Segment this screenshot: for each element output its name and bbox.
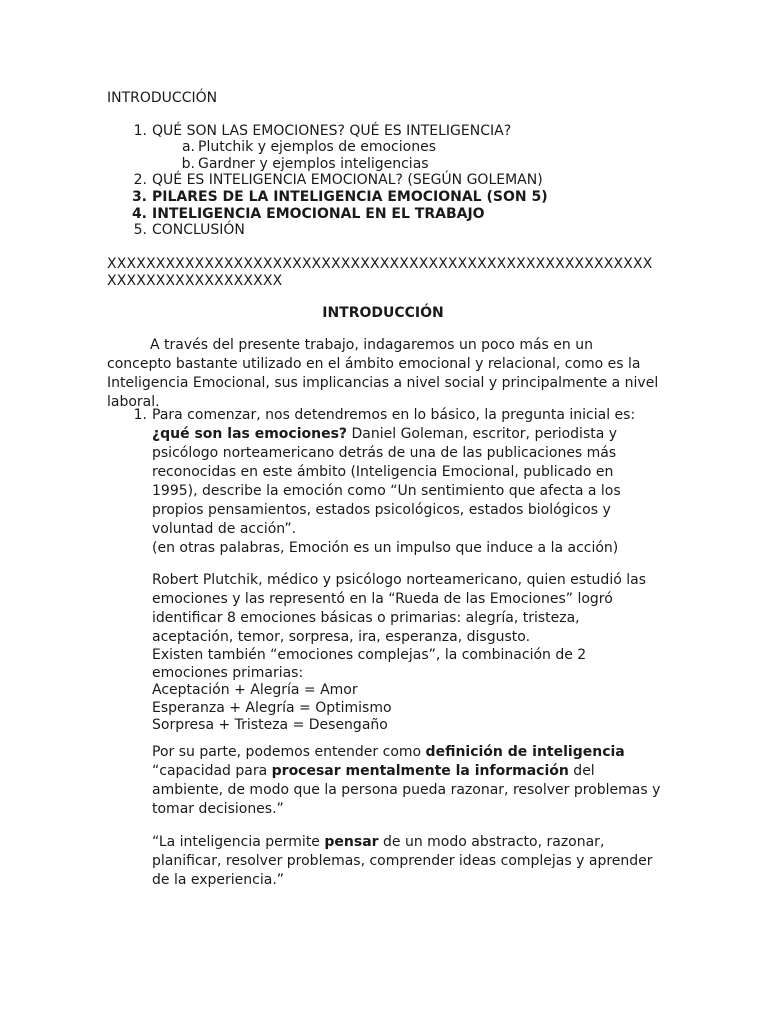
toc-item-text: CONCLUSIÓN bbox=[152, 222, 245, 238]
quote-text-a: “La inteligencia permite bbox=[152, 834, 325, 850]
emotions-question: ¿qué son las emociones? bbox=[152, 426, 348, 442]
toc-item-text: QUÉ ES INTELIGENCIA EMOCIONAL? (SEGÚN GOLEMAN) bbox=[152, 172, 543, 188]
toc-subitem-text: Gardner y ejemplos inteligencias bbox=[198, 156, 429, 172]
toc-item-number: 2. bbox=[133, 172, 147, 188]
toc-item-number: 1. bbox=[133, 123, 147, 139]
intro-paragraph: A través del presente trabajo, indagaremos un poco más en un concepto bastante utilizado en el ámbito emocional y relacional, como es la Inteligencia Emocional, sus implicancias a nivel social y principalmente a nivel laboral. bbox=[107, 337, 659, 410]
intelligence-definition-paragraph bbox=[152, 743, 662, 819]
intelligence-bold-1: definición de inteligencia bbox=[425, 744, 625, 760]
list-item-number: 1. bbox=[133, 407, 147, 423]
toc-subitem-letter: a. bbox=[181, 139, 195, 155]
emotions-note: (en otras palabras, Emoción es un impulso que induce a la acción) bbox=[152, 540, 619, 556]
combo-1: Aceptación + Alegría = Amor bbox=[152, 682, 358, 698]
toc-item-number: 3. bbox=[131, 189, 147, 205]
list-item-1-content bbox=[152, 406, 662, 558]
separator-line-1: XXXXXXXXXXXXXXXXXXXXXXXXXXXXXXXXXXXXXXXXXXXXXXXXXXXXXXXX bbox=[107, 256, 653, 272]
toc-item-number: 4. bbox=[131, 206, 147, 222]
complex-emotions-paragraph: Existen también “emociones complejas”, la combinación de 2 emociones primarias: bbox=[152, 647, 587, 681]
intelligence-quote-paragraph bbox=[152, 833, 662, 890]
quote-text-b: de un modo abstracto, razonar, planificar, resolver problemas, comprender ideas complejas y aprender de la experiencia.” bbox=[152, 834, 653, 888]
separator-line-2: XXXXXXXXXXXXXXXXXX bbox=[107, 273, 283, 289]
intelligence-text-c: del ambiente, de modo que la persona pueda razonar, resolver problemas y tomar decisiones.” bbox=[152, 763, 661, 817]
toc-item-text: PILARES DE LA INTELIGENCIA EMOCIONAL (SON 5) bbox=[152, 189, 548, 205]
emotions-definition: Daniel Goleman, escritor, periodista y psicólogo norteamericano detrás de una de las publicaciones más reconocidas en este ámbito (Inteligencia Emocional, publicado en 1995), describe la emoción como “Un sentimiento que afecta a los propios pensamientos, estados psicológicos, estados biológicos y voluntad de acción”. bbox=[152, 426, 621, 537]
plutchik-paragraph: Robert Plutchik, médico y psicólogo norteamericano, quien estudió las emociones y las representó en la “Rueda de las Emociones” logró identificar 8 emociones básicas o primarias: alegría, tristeza, aceptación, temor, sorpresa, ira, esperanza, disgusto. bbox=[152, 572, 646, 645]
toc-item-number: 5. bbox=[133, 222, 147, 238]
intelligence-bold-2: procesar mentalmente la información bbox=[271, 763, 569, 779]
toc-subitem-text: Plutchik y ejemplos de emociones bbox=[198, 139, 436, 155]
emotions-paragraph bbox=[152, 406, 662, 539]
quote-bold: pensar bbox=[324, 834, 379, 850]
plutchik-block bbox=[152, 571, 662, 735]
intelligence-text-b: “capacidad para bbox=[152, 763, 272, 779]
combo-2: Esperanza + Alegría = Optimismo bbox=[152, 699, 392, 716]
toc-item-text: QUÉ SON LAS EMOCIONES? QUÉ ES INTELIGENCIA? bbox=[152, 123, 512, 139]
intelligence-text-a: Por su parte, podemos entender como bbox=[152, 744, 426, 760]
section-title: INTRODUCCIÓN bbox=[322, 305, 444, 321]
toc-heading: INTRODUCCIÓN bbox=[107, 90, 218, 106]
toc-item-text: INTELIGENCIA EMOCIONAL EN EL TRABAJO bbox=[152, 206, 485, 222]
toc-subitem-letter: b. bbox=[181, 156, 195, 172]
emotions-intro: Para comenzar, nos detendremos en lo básico, la pregunta inicial es: bbox=[152, 407, 636, 423]
combo-3: Sorpresa + Tristeza = Desengaño bbox=[152, 717, 388, 733]
